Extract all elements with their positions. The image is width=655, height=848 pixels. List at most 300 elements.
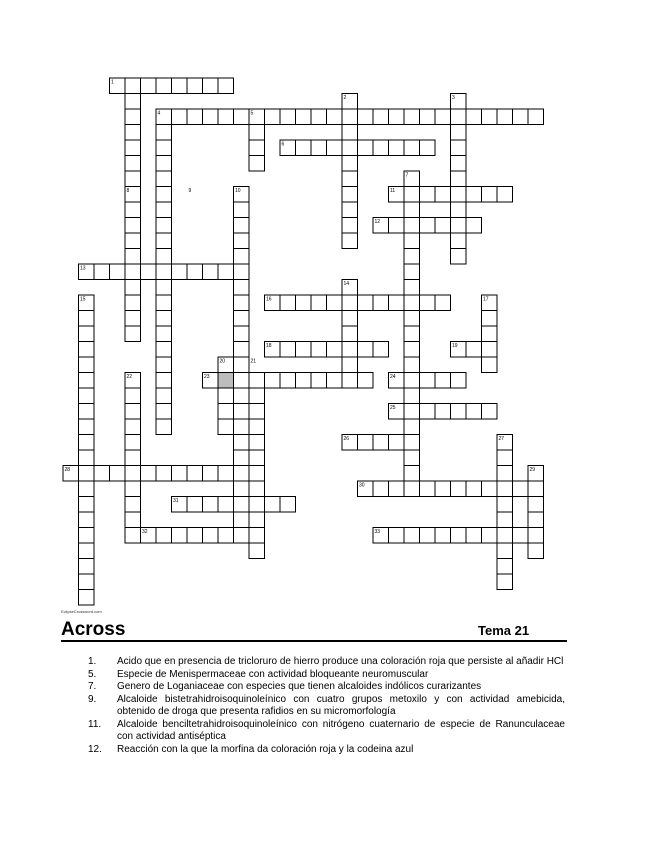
grid-cell[interactable] [203,466,219,482]
grid-cell[interactable] [342,202,358,218]
grid-cell[interactable] [327,109,343,125]
grid-cell[interactable] [156,156,172,172]
grid-cell[interactable] [125,528,141,544]
grid-cell[interactable] [420,140,436,156]
clue-number: 12. [88,743,102,755]
grid-cell[interactable] [79,528,95,544]
grid-cell[interactable] [187,264,203,280]
grid-cell[interactable] [249,373,265,389]
grid-cell[interactable] [435,109,451,125]
grid-cell[interactable] [234,342,250,358]
grid-cell[interactable] [404,450,420,466]
grid-cell[interactable] [79,388,95,404]
grid-cell[interactable] [218,78,234,94]
grid-cell[interactable] [156,342,172,358]
grid-cell[interactable] [218,404,234,420]
grid-cell[interactable] [482,357,498,373]
grid-cell[interactable] [358,342,374,358]
grid-cell[interactable] [234,435,250,451]
grid-cell[interactable] [497,512,513,528]
grid-cell[interactable] [156,264,172,280]
grid-cell[interactable] [435,218,451,234]
grid-cell[interactable] [125,512,141,528]
grid-cell[interactable] [327,295,343,311]
grid-cell[interactable] [94,264,110,280]
grid-cell[interactable] [482,311,498,327]
grid-cell[interactable] [125,171,141,187]
grid-cell[interactable] [451,528,467,544]
grid-cell[interactable] [466,218,482,234]
grid-cell[interactable] [497,497,513,513]
grid-cell[interactable] [234,512,250,528]
grid-cell[interactable] [482,528,498,544]
grid-cell[interactable] [249,419,265,435]
grid-cell[interactable] [528,512,544,528]
grid-cell[interactable] [125,435,141,451]
grid-cell[interactable] [404,481,420,497]
grid-cell[interactable] [79,497,95,513]
grid-cell[interactable] [280,109,296,125]
grid-cell[interactable] [79,512,95,528]
grid-cell[interactable] [187,528,203,544]
grid-cell[interactable] [296,342,312,358]
grid-cell[interactable] [311,373,327,389]
grid-cell[interactable] [249,512,265,528]
grid-cell[interactable] [234,373,250,389]
grid-cell[interactable] [404,202,420,218]
grid-cell[interactable] [79,481,95,497]
grid-cell[interactable] [203,528,219,544]
grid-cell[interactable] [79,574,95,590]
grid-cell[interactable] [404,357,420,373]
grid-cell[interactable] [373,342,389,358]
grid-cell[interactable] [234,249,250,265]
grid-cell[interactable] [389,295,405,311]
grid-cell[interactable] [389,218,405,234]
grid-cell[interactable] [404,342,420,358]
grid-cell[interactable] [435,481,451,497]
grid-cell[interactable] [156,295,172,311]
grid-cell[interactable] [296,140,312,156]
grid-cell[interactable] [125,156,141,172]
grid-cell[interactable] [203,78,219,94]
grid-cell[interactable] [451,249,467,265]
grid-cell[interactable] [420,528,436,544]
grid-cell[interactable] [156,249,172,265]
grid-cell[interactable] [125,280,141,296]
grid-cell[interactable] [249,481,265,497]
grid-cell[interactable] [125,94,141,110]
clue-number-label: 28 [64,467,71,473]
grid-cell[interactable] [172,109,188,125]
grid-cell[interactable] [249,528,265,544]
grid-cell[interactable] [327,140,343,156]
grid-cell[interactable] [187,497,203,513]
grid-cell[interactable] [342,125,358,141]
grid-cell[interactable] [125,140,141,156]
grid-cell[interactable] [125,311,141,327]
grid-cell[interactable] [497,528,513,544]
grid-cell[interactable] [342,156,358,172]
grid-cell[interactable] [79,357,95,373]
grid-cell[interactable] [234,233,250,249]
grid-cell[interactable] [125,295,141,311]
grid-cell[interactable] [373,435,389,451]
grid-cell[interactable] [389,140,405,156]
grid-cell[interactable] [79,373,95,389]
grid-cell[interactable] [234,295,250,311]
grid-cell[interactable] [172,78,188,94]
grid-cell[interactable] [373,295,389,311]
grid-cell[interactable] [234,109,250,125]
clue-number-label: 17 [483,296,489,303]
credit-text: EclipseCrossword.com [61,609,102,614]
grid-cell[interactable] [218,497,234,513]
grid-cell[interactable] [497,574,513,590]
grid-cell[interactable] [79,404,95,420]
grid-cell[interactable] [265,497,281,513]
grid-cell[interactable] [420,218,436,234]
grid-cell[interactable] [404,249,420,265]
grid-cell[interactable] [404,388,420,404]
grid-cell[interactable] [327,342,343,358]
grid-cell[interactable] [203,109,219,125]
grid-cell[interactable] [156,233,172,249]
grid-cell[interactable] [497,481,513,497]
grid-cell[interactable] [373,109,389,125]
grid-cell[interactable] [156,388,172,404]
grid-cell[interactable] [218,264,234,280]
grid-cell[interactable] [141,466,157,482]
grid-cell[interactable] [373,140,389,156]
grid-cell[interactable] [187,109,203,125]
grid-cell[interactable] [218,528,234,544]
grid-cell[interactable] [156,78,172,94]
grid-cell[interactable] [342,233,358,249]
grid-cell[interactable] [451,140,467,156]
grid-cell[interactable] [79,559,95,575]
clue-number-label: 9 [188,188,192,194]
grid-cell[interactable] [234,450,250,466]
grid-cell[interactable] [482,326,498,342]
grid-cell[interactable] [497,450,513,466]
grid-cell[interactable] [404,435,420,451]
grid-cell[interactable] [342,218,358,234]
grid-cell[interactable] [249,156,265,172]
grid-cell[interactable] [187,78,203,94]
grid-cell[interactable] [342,342,358,358]
grid-cell[interactable] [172,466,188,482]
grid-cell[interactable] [280,295,296,311]
grid-cell[interactable] [482,404,498,420]
grid-cell[interactable] [156,357,172,373]
grid-cell[interactable] [451,125,467,141]
grid-cell[interactable] [420,373,436,389]
grid-cell[interactable] [373,481,389,497]
grid-cell[interactable] [280,497,296,513]
grid-cell[interactable] [451,373,467,389]
grid-cell[interactable] [404,140,420,156]
grid-cell[interactable] [327,373,343,389]
grid-cell[interactable] [234,202,250,218]
grid-cell[interactable] [94,466,110,482]
grid-cell[interactable] [280,342,296,358]
grid-cell[interactable] [404,311,420,327]
grid-cell[interactable] [513,481,529,497]
grid-cell[interactable] [79,311,95,327]
grid-cell[interactable] [249,466,265,482]
grid-cell[interactable] [435,404,451,420]
grid-cell[interactable] [389,435,405,451]
grid-cell[interactable] [218,373,234,389]
grid-cell[interactable] [79,419,95,435]
grid-cell[interactable] [110,466,126,482]
grid-cell[interactable] [404,233,420,249]
grid-cell[interactable] [156,419,172,435]
grid-cell[interactable] [280,373,296,389]
grid-cell[interactable] [234,528,250,544]
grid-cell[interactable] [203,264,219,280]
grid-cell[interactable] [342,311,358,327]
grid-cell[interactable] [389,109,405,125]
grid-cell[interactable] [404,109,420,125]
grid-cell[interactable] [218,419,234,435]
grid-cell[interactable] [435,295,451,311]
grid-cell[interactable] [125,218,141,234]
grid-cell[interactable] [404,295,420,311]
grid-cell[interactable] [156,466,172,482]
grid-cell[interactable] [79,543,95,559]
grid-cell[interactable] [249,543,265,559]
grid-cell[interactable] [125,202,141,218]
grid-cell[interactable] [358,373,374,389]
grid-cell[interactable] [156,311,172,327]
clue-item [80,681,565,694]
clue-item [80,719,565,744]
grid-cell[interactable] [404,528,420,544]
grid-cell[interactable] [404,280,420,296]
grid-cell[interactable] [342,171,358,187]
grid-cell[interactable] [420,481,436,497]
grid-cell[interactable] [482,187,498,203]
grid-cell[interactable] [296,373,312,389]
grid-cell[interactable] [79,466,95,482]
grid-cell[interactable] [125,419,141,435]
grid-cell[interactable] [311,342,327,358]
grid-cell[interactable] [156,187,172,203]
grid-cell[interactable] [234,419,250,435]
grid-cell[interactable] [234,264,250,280]
grid-cell[interactable] [156,528,172,544]
grid-cell[interactable] [125,125,141,141]
grid-cell[interactable] [156,280,172,296]
grid-cell[interactable] [420,109,436,125]
grid-cell[interactable] [156,140,172,156]
grid-cell[interactable] [249,404,265,420]
grid-cell[interactable] [528,543,544,559]
grid-cell[interactable] [466,528,482,544]
grid-cell[interactable] [404,419,420,435]
grid-cell[interactable] [249,435,265,451]
grid-cell[interactable] [358,435,374,451]
clue-text: Reacción con la que la morfina da coloración roja y la codeina azul [117,743,414,755]
grid-cell[interactable] [125,249,141,265]
grid-cell[interactable] [404,264,420,280]
grid-cell[interactable] [389,481,405,497]
grid-cell[interactable] [528,497,544,513]
grid-cell[interactable] [125,497,141,513]
grid-cell[interactable] [451,218,467,234]
grid-cell[interactable] [218,466,234,482]
clue-number-label: 15 [80,296,86,303]
grid-cell[interactable] [125,109,141,125]
grid-cell[interactable] [528,109,544,125]
grid-cell[interactable] [125,404,141,420]
grid-cell[interactable] [311,109,327,125]
grid-cell[interactable] [156,125,172,141]
grid-cell[interactable] [420,187,436,203]
grid-cell[interactable] [497,543,513,559]
grid-cell[interactable] [79,342,95,358]
grid-cell[interactable] [389,528,405,544]
grid-cell[interactable] [234,388,250,404]
grid-cell[interactable] [125,78,141,94]
grid-cell[interactable] [125,481,141,497]
grid-cell[interactable] [342,326,358,342]
grid-cell[interactable] [234,497,250,513]
grid-cell[interactable] [125,326,141,342]
grid-cell[interactable] [466,187,482,203]
grid-cell[interactable] [234,466,250,482]
grid-cell[interactable] [218,109,234,125]
grid-cell[interactable] [265,373,281,389]
grid-cell[interactable] [218,388,234,404]
grid-cell[interactable] [342,140,358,156]
grid-cell[interactable] [497,559,513,575]
grid-cell[interactable] [234,357,250,373]
grid-cell[interactable] [404,466,420,482]
grid-cell[interactable] [234,311,250,327]
grid-cell[interactable] [451,404,467,420]
grid-cell[interactable] [187,466,203,482]
grid-cell[interactable] [466,404,482,420]
grid-cell[interactable] [342,373,358,389]
grid-cell[interactable] [466,342,482,358]
grid-cell[interactable] [342,295,358,311]
grid-cell[interactable] [156,373,172,389]
grid-cell[interactable] [404,373,420,389]
grid-cell[interactable] [249,450,265,466]
grid-cell[interactable] [234,404,250,420]
grid-cell[interactable] [125,388,141,404]
grid-cell[interactable] [451,187,467,203]
grid-cell[interactable] [141,264,157,280]
clue-number-label: 30 [359,482,365,489]
grid-cell[interactable] [482,481,498,497]
grid-cell[interactable] [420,404,436,420]
grid-cell[interactable] [156,171,172,187]
grid-cell[interactable] [234,326,250,342]
grid-cell[interactable] [497,187,513,203]
grid-cell[interactable] [466,481,482,497]
grid-cell[interactable] [79,435,95,451]
grid-cell[interactable] [172,264,188,280]
grid-cell[interactable] [156,218,172,234]
grid-cell[interactable] [156,404,172,420]
clue-text: Alcaloide benciltetrahidroisoquinoleínico con nitrógeno cuaternario de especie de Ranunculaceae con actividad antiséptica [117,718,565,742]
grid-cell[interactable] [156,202,172,218]
grid-cell[interactable] [342,357,358,373]
grid-cell[interactable] [404,218,420,234]
grid-cell[interactable] [172,528,188,544]
grid-cell[interactable] [497,466,513,482]
grid-cell[interactable] [451,171,467,187]
grid-cell[interactable] [265,109,281,125]
grid-cell[interactable] [311,295,327,311]
grid-cell[interactable] [451,481,467,497]
grid-cell[interactable] [435,528,451,544]
grid-cell[interactable] [79,326,95,342]
grid-cell[interactable] [404,187,420,203]
grid-cell[interactable] [234,481,250,497]
grid-cell[interactable] [404,326,420,342]
grid-cell[interactable] [125,233,141,249]
grid-cell[interactable] [249,140,265,156]
tema-label: Tema 21 [478,623,530,638]
grid-cell[interactable] [342,109,358,125]
grid-cell[interactable] [156,326,172,342]
grid-cell[interactable] [528,481,544,497]
grid-cell[interactable] [203,497,219,513]
grid-cell[interactable] [482,109,498,125]
grid-cell[interactable] [110,264,126,280]
grid-cell[interactable] [513,109,529,125]
grid-cell[interactable] [79,590,95,606]
grid-cell[interactable] [451,156,467,172]
grid-cell[interactable] [358,140,374,156]
grid-cell[interactable] [125,450,141,466]
grid-cell[interactable] [141,78,157,94]
grid-cell[interactable] [451,109,467,125]
grid-cell[interactable] [528,528,544,544]
grid-cell[interactable] [451,202,467,218]
grid-cell[interactable] [404,404,420,420]
grid-cell[interactable] [420,295,436,311]
grid-cell[interactable] [435,187,451,203]
grid-cell[interactable] [358,109,374,125]
grid-cell[interactable] [513,528,529,544]
grid-cell[interactable] [358,295,374,311]
grid-cell[interactable] [234,280,250,296]
grid-cell[interactable] [125,264,141,280]
grid-cell[interactable] [125,466,141,482]
grid-cell[interactable] [482,342,498,358]
grid-cell[interactable] [435,373,451,389]
grid-cell[interactable] [296,295,312,311]
grid-cell[interactable] [234,218,250,234]
grid-cell[interactable] [79,450,95,466]
grid-cell[interactable] [342,187,358,203]
grid-cell[interactable] [466,109,482,125]
grid-cell[interactable] [249,125,265,141]
grid-cell[interactable] [497,109,513,125]
grid-cell[interactable] [296,109,312,125]
grid-cell[interactable] [249,388,265,404]
grid-cell[interactable] [311,140,327,156]
grid-cell[interactable] [249,497,265,513]
grid-cell[interactable] [451,233,467,249]
clue-text: Alcaloide bistetrahidroisoquinoleínico con cuatro grupos metoxilo y con actividad amebicida, obtenido de droga que presenta rafidios en su micromorfología [117,693,565,717]
